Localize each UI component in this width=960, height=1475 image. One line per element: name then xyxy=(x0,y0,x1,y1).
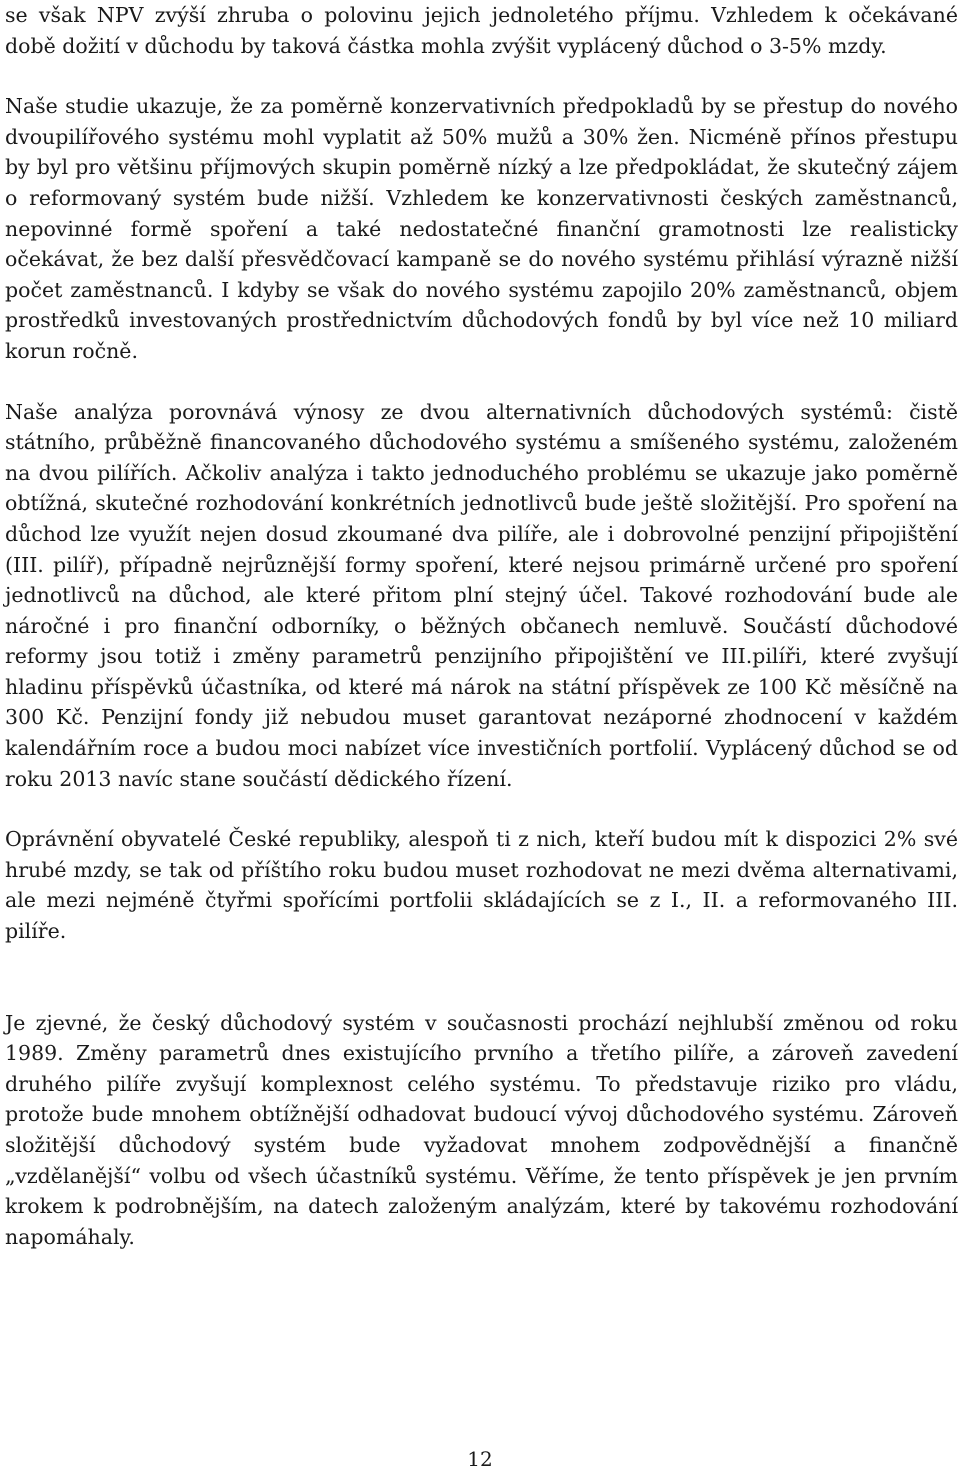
paragraph-npv-continuation: se však NPV zvýší zhruba o polovinu jejich jednoletého příjmu. Vzhledem k očekávané době dožití v důchodu by taková částka mohla zvýšit vyplácený důchod o 3-5% mzdy. xyxy=(5,3,958,58)
paragraph-spacer xyxy=(5,61,958,91)
paragraph-spacer xyxy=(5,367,958,397)
paragraph-spacer xyxy=(5,947,958,1008)
paragraph-study-results: Naše studie ukazuje, že za poměrně konzervativních předpokladů by se přestup do nového dvoupilířového systému mohl vyplatit až 50% mužů a 30% žen. Nicméně přínos přestupu by byl pro většinu příjmových skupin poměrně nízký a lze předpokládat, že skutečný zájem o reformovaný systém bude nižší. Vzhledem ke konzervativnosti českých zaměstnanců, nepovinné formě spoření a také nedostatečné finanční gramotnosti lze realisticky očekávat, že bez další přesvědčovací kampaně se do nového systému přihlásí výrazně nižší počet zaměstnanců. I kdyby se však do nového systému zapojilo 20% zaměstnanců, objem prostředků investovaných prostřednictvím důchodových fondů by byl více než 10 miliard korun ročně. xyxy=(5,94,958,363)
paragraph-spacer xyxy=(5,794,958,824)
paragraph-eligible-residents: Oprávnění obyvatelé České republiky, alespoň ti z nich, kteří budou mít k dispozici 2% své hrubé mzdy, se tak od příštího roku budou muset rozhodovat ne mezi dvěma alternativami, ale mezi nejméně čtyřmi spořícími portfolii skládajících se z I., II. a reformovaného III. pilíře. xyxy=(5,827,958,944)
paragraph-analysis-comparison: Naše analýza porovnává výnosy ze dvou alternativních důchodových systémů: čistě státního, průběžně financovaného důchodového systému a smíšeného systému, založeném na dvou pilířích. Ačkoliv analýza i takto jednoduchého problému se ukazuje jako poměrně obtížná, skutečné rozhodování konkrétních jednotlivců bude ještě složitější. Pro spoření na důchod lze využít nejen dosud zkoumané dva pilíře, ale i dobrovolné penzijní připojištění (III. pilíř), případně nejrůznější formy spoření, které nejsou primárně určené pro spoření jednotlivců na důchod, ale které přitom plní stejný účel. Takové rozhodování bude ale náročné i pro finanční odborníky, o běžných občanech nemluvě. Součástí důchodové reformy jsou totiž i změny parametrů penzijního připojištění ve III.pilíři, které zvyšují hladinu příspěvků účastníka, od které má nárok na státní příspěvek ze 100 Kč měsíčně na 300 Kč. Penzijní fondy již nebudou muset garantovat nezáporné zhodnocení v každém kalendářním roce a budou moci nabízet více investičních portfolií. Vyplácený důchod se od roku 2013 navíc stane součástí dědického řízení. xyxy=(5,399,958,791)
paragraph-conclusion: Je zjevné, že český důchodový systém v současnosti prochází nejhlubší změnou od roku 1989. Změny parametrů dnes existujícího prvního a třetího pilíře, a zároveň zavedení druhého pilíře zvyšují komplexnost celého systému. To představuje riziko pro vládu, protože bude mnohem obtížnější odhadovat budoucí vývoj důchodového systému. Zároveň složitější důchodový systém bude vyžadovat mnohem zodpovědnější a finančně „vzdělanější“ volbu od všech účastníků systému. Věříme, že tento příspěvek je jen prvním krokem k podrobnějším, na datech založeným analýzám, které by takovému rozhodování napomáhaly. xyxy=(5,1010,958,1249)
page-number: 12 xyxy=(467,1447,493,1471)
document-page xyxy=(5,0,958,1252)
